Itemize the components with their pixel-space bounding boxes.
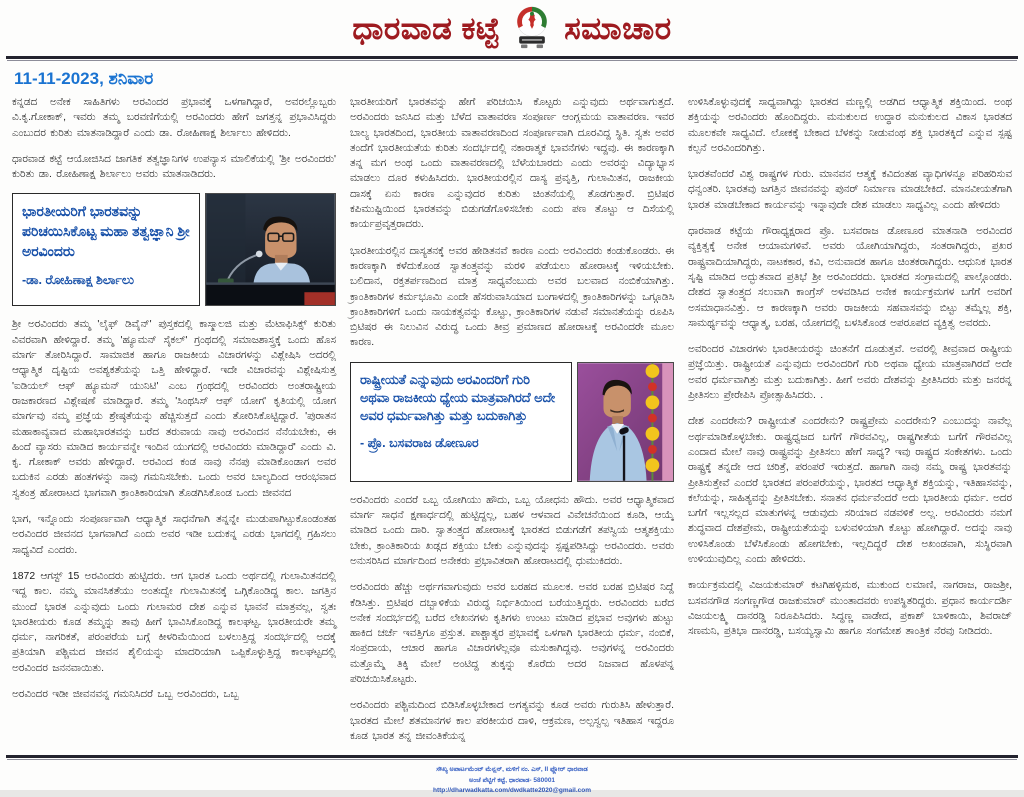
paragraph: ಅರವಿಂದರು ಎಂದರೆ ಒಬ್ಬ ಯೋಗಿಯು ಹೌದು, ಒಬ್ಬ ಯೋಧನು ಹೌದು. ಅವರ ಆಧ್ಯಾತ್ಮಿಕವಾದ ಮಾರ್ಗ ಸಾಧನೆ ಕ್ಷಣಾರ್ಧದಲ್ಲಿ ಹುಟ್ಟಿದ್ದಲ್ಲ, ಬಹಳ ಆಳವಾದ ವಿವೇಚನೆಯಿಂದ ಕೂಡಿ, ಆಯ್ಕೆ ಮಾಡಿದ ಒಂದು ದಾರಿ. ಸ್ವಾತಂತ್ರ್ಯದ ಹೋರಾಟಕ್ಕೆ ಭಾರತದ ಬಿಡುಗಡೆಗೆ ತಪಸ್ವಿಯ ಆತ್ಮಶಕ್ತಿಯು ಬೇಕು, ಕ್ರಾಂತಿಕಾರಿಯ ಖಡ್ಗದ ಶಕ್ತಿಯು ಬೇಕು ಎನ್ನುವುದನ್ನು ಸ್ಪಷ್ಟಪಡಿಸಿದ್ದು ಅರವಿಂದರು. ಅವರು ಅನುಸರಿಸಿದ ಮಾರ್ಗದಿಂದ ಅನೇಕರು ಪ್ರಭಾವಿತರಾಗಿ ಹೋರಾಟದಲ್ಲಿ ಧುಮುಕಿದರು. <box>350 494 674 567</box>
column-2 <box>350 95 674 755</box>
pull-quote-attribution: - ಪ್ರೊ. ಬಸವರಾಜ ಡೋಣೂರ <box>360 436 479 451</box>
article-body <box>0 91 1024 753</box>
paragraph: ಕನ್ನಡದ ಅನೇಕ ಸಾಹಿತಿಗಳು ಅರವಿಂದರ ಪ್ರಭಾವಕ್ಕೆ ಒಳಗಾಗಿದ್ದಾರೆ, ಅವರಲ್ಲೊಬ್ಬರು ವಿ.ಕೃ.ಗೋಕಾಕ್, ಇವರು ತಮ್ಮ ಬರವಣಿಗೆಯಲ್ಲಿ ಅರವಿಂದರು ಹೇಗೆ ಜಗತ್ತನ್ನ ಪ್ರಭಾವಿಸಿದ್ದರು ಎಂಬುದರ ಕುರಿತು ಮಾತನಾಡಿದ್ದಾರೆ ಎಂದು ಡಾ. ರೋಹಿಣಾಕ್ಷ ಶಿರ್ಲಾಲು ಹೇಳಿದರು. <box>12 97 336 139</box>
paragraph: ಧಾರವಾಡ ಕಟ್ಟೆಯ ಗೌರಾಧ್ಯಕ್ಷರಾದ ಪ್ರೊ. ಬಸವರಾಜ ಡೋಣೂರ ಮಾತನಾಡಿ ಅರವಿಂದರ ವ್ಯಕ್ತಿತ್ವಕ್ಕೆ ಅನೇಕ ಆಯಾಮಗಳಿವೆ. ಅವರು ಯೋಗಿಯಾಗಿದ್ದರು, ಸಂತರಾಗಿದ್ದರು, ಪ್ರಖರ ರಾಷ್ಟ್ರವಾದಿಯಾಗಿದ್ದರು, ನಾಟಕಕಾರ, ಕವಿ, ಅನುವಾದಕ ಹಾಗೂ ಚಿಂತಕರಾಗಿದ್ದರು. ಆಧುನಿಕ ಭಾರತ ಸೃಷ್ಟಿ ಮಾಡಿದ ಅದ್ಭುತವಾದ ಪ್ರತಿಭೆ ಶ್ರೀ ಅರವಿಂದರದು. ಭಾರತದ ಸಂಗ್ರಾಮದಲ್ಲಿ ಪಾಲ್ಗೊಂಡರು. ದೇಶದ ಸ್ವಾತಂತ್ರ್ಯದ ಸಲುವಾಗಿ ಕಾಂಗ್ರೆಸ್ ಅಳವಡಿಸಿದ ಅನೇಕ ಕಾರ್ಯಕ್ರಮಗಳ ಬಗೆಗೆ ಅವರಿಗೆ ಅಸಮಾಧಾನವಿತ್ತು. ಆ ಕಾರಣಕ್ಕಾಗಿ ಅವರು ರಾಜಕೀಯ ಸಹವಾಸವನ್ನು ಬಿಟ್ಟು ತಮ್ಮೆಲ್ಲ ಶಕ್ತಿ, ಸಾಮರ್ಥ್ಯವನ್ನು ಆಧ್ಯಾತ್ಮ, ಬರಹ, ಯೋಗದಲ್ಲಿ ಬಳಸಿಕೊಂಡ ಅಪರೂಪದ ವ್ಯಕ್ತಿತ್ವ ಅವರದು. <box>688 226 1012 329</box>
paragraph: ಅರವಿಂದರ ಇಡೀ ಜೀವನವನ್ನ ಗಮನಿಸಿದರೆ ಒಬ್ಬ ಅರವಿಂದರು, ಒಬ್ಬ <box>12 689 239 701</box>
pull-quote-text: ರಾಷ್ಟ್ರೀಯತೆ ಎನ್ನುವುದು ಅರವಿಂದರಿಗೆ ಗುರಿ ಅಥವಾ ರಾಜಕೀಯ ಧ್ಯೇಯ ಮಾತ್ರವಾಗಿರದೆ ಅದೇ ಅವರ ಧರ್ಮವಾಗಿತ್ತು ಮತ್ತು ಬದುಕಾಗಿತ್ತು <box>360 371 556 423</box>
column-3 <box>688 95 1012 755</box>
speaker-photo-donur <box>577 362 674 482</box>
paragraph: ದೇಶ ಎಂದರೇನು? ರಾಷ್ಟ್ರೀಯತೆ ಎಂದರೇನು? ರಾಷ್ಟ್ರಪ್ರೇಮ ಎಂದರೇನು? ಎಂಬುದನ್ನು ನಾವೆಲ್ಲ ಅರ್ಥಮಾಡಿಕೊಳ್ಳಬೇಕು. ರಾಷ್ಟ್ರಧ್ವಜದ ಬಗೆಗೆ ಗೌರವವಿಲ್ಲ, ರಾಷ್ಟ್ರಗೀತೆಯ ಬಗೆಗೆ ಗೌರವವಿಲ್ಲ ಎಂದಾದ ಮೇಲೆ ನಾವು ರಾಷ್ಟ್ರವನ್ನು ಪ್ರೀತಿಸಲು ಹೇಗೆ ಸಾಧ್ಯ? ಇವು ರಾಷ್ಟ್ರದ ಸಂಕೇತಗಳು. ಒಂದು ರಾಷ್ಟ್ರಕ್ಕೆ ತನ್ನದೇ ಆದ ಚರಿತ್ರೆ, ಪರಂಪರೆ ಇರುತ್ತದೆ. ಹಾಗಾಗಿ ನಾವು ನಮ್ಮ ರಾಷ್ಟ್ರ ಭಾರತವನ್ನು ಪ್ರೀತಿಸುತ್ತೇವೆ ಎಂದರೆ ಭಾರತದ ಪರಂಪರೆಯನ್ನು, ಭಾರತದ ಆಧ್ಯಾತ್ಮಿಕ ಶಕ್ತಿಯನ್ನು, ಇತಿಹಾಸವನ್ನು, ಕಲೆಯನ್ನು, ಸಾಹಿತ್ಯವನ್ನು ಪ್ರೀತಿಸಬೇಕು. ಸನಾತನ ಧರ್ಮವೆಂದರೆ ಅದು ಭಾರತೀಯ ಧರ್ಮ. ಅದರ ಬಗೆಗೆ ಇಲ್ಲಸಲ್ಲದ ಮಾತುಗಳನ್ನ ಆಡುವುದು ಸರಿಯಾದ ನಡವಳಿಕೆ ಅಲ್ಲ. ಅರವಿಂದರು ನಮಗೆ ಶುದ್ಧವಾದ ದೇಶಪ್ರೇಮ, ರಾಷ್ಟ್ರೀಯತೆಯನ್ನು ಬಳುವಳಿಯಾಗಿ ಕೊಟ್ಟು ಹೋಗಿದ್ದಾರೆ. ಅದನ್ನು ನಾವು ಉಳಿಸಿಕೊಂಡು ಬೆಳೆಸಿಕೊಂಡು ಹೋಗಬೇಕು, ಇಲ್ಲದಿದ್ದರೆ ದೇಶ ಅಖಂಡವಾಗಿ, ಸುಸ್ಥಿರವಾಗಿ ಉಳಿಯುವುದಿಲ್ಲ ಎಂದು ಹೇಳಿದರು. <box>688 416 1012 566</box>
quote-photo-row-1 <box>12 193 336 306</box>
footer-address-line-2: ಅಂಚೆ ಪೆಟ್ಟಿಗೆ ಕಟ್ಟೆ, ಧಾರವಾಡ- 580001 <box>468 776 556 784</box>
paragraph: ಉಳಿಸಿಕೊಳ್ಳುವುದಕ್ಕೆ ಸಾಧ್ಯವಾಗಿದ್ದು ಭಾರತದ ಮಣ್ಣಲ್ಲಿ ಅಡಗಿದ ಆಧ್ಯಾತ್ಮಿಕ ಶಕ್ತಿಯಿಂದ. ಅಂಥ ಶಕ್ತಿಯನ್ನು ಅರವಿಂದರು ಹೊಂದಿದ್ದರು. ಮನುಕುಲದ ಉದ್ಧಾರ ಮನುಕುಲದ ವಿಕಾಸ ಭಾರತದ ಮೂಲಕವೇ ಸಾಧ್ಯವಿದೆ. ಲೋಕಕ್ಕೆ ಬೇಕಾದ ಬೆಳಕನ್ನು ನೀಡುವಂಥ ಶಕ್ತಿ ಭಾರತಕ್ಕಿದೆ ಎನ್ನುವ ಸ್ಪಷ್ಟ ಕಲ್ಪನೆ ಅರವಿಂದರಿಗಿತ್ತು. <box>688 97 1012 154</box>
column-1 <box>12 95 336 755</box>
masthead-title-right: ಸಮಾಚಾರ <box>564 10 672 46</box>
masthead <box>0 0 1024 56</box>
quote-photo-row-2 <box>350 362 674 482</box>
paragraph: ಧಾರವಾಡ ಕಟ್ಟೆ ಆಯೋಜಿಸಿದ ಜಾಗತಿಕ ತತ್ವಜ್ಞಾನಿಗಳ ಉಪನ್ಯಾಸ ಮಾಲಿಕೆಯಲ್ಲಿ 'ಶ್ರೀ ಅರವಿಂದರು' ಕುರಿತು ಡಾ. ರೋಹಿಣಾಕ್ಷ ಶಿರ್ಲಾಲು ಅವರು ಮಾತನಾಡಿದರು. <box>12 153 336 181</box>
paragraph: ಕಾರ್ಯಕ್ರಮದಲ್ಲಿ ವಿಜಯಕುಮಾರ್ ಕಟಗಿಹಳ್ಳಿಮಠ, ಮುಕುಂದ ಲಮಾಣಿ, ನಾಗರಾಜ, ರಾಜಶ್ರೀ, ಬಸವನಗೌಡ ಸಂಗಣ್ಣಗೌಡ ರಾಜಕುಮಾರ್ ಮುಂತಾದವರು ಉಪಸ್ಥಿತರಿದ್ದರು. ಪ್ರಧಾನ ಕಾರ್ಯದರ್ಶಿ ವಿಜಯಲಕ್ಷ್ಮಿ ದಾನರಡ್ಡಿ ನಿರೂಪಿಸಿದರು. ಸಿದ್ಧಣ್ಣ ವಾಡೇದ, ಪ್ರಕಾಶ್ ಬಾಳಿಕಾಯಿ, ಶಿವರಾಜ್ ಸಣಮನಿ, ಪ್ರತಿಭಾ ದಾನರಡ್ಡಿ, ಬಸಯ್ಯಸ್ವಾಮಿ ಹಾಗೂ ಸಂಗಮೇಶ ತಾಂತ್ರಿಕ ನೆರವು ನೀಡಿದರು. <box>688 580 1012 638</box>
footer-website-link[interactable]: http://dharwadkatta.com/dwdkatte2020@gmail.com <box>432 787 592 795</box>
paragraph: ಭಾಗ, ಇನ್ನೊಂದು ಸಂಪೂರ್ಣವಾಗಿ ಆಧ್ಯಾತ್ಮಿಕ ಸಾಧನೆಗಾಗಿ ತನ್ನನ್ನೇ ಮುಡುಪಾಗಿಟ್ಟುಕೊಂಡಂತಹ ಅರವಿಂದರ ಜೀವನದ ಭಾಗವಾಗಿದೆ ಎಂದು ಅವರ ಇಡೀ ಬದುಕನ್ನ ಎರಡು ಭಾಗದಲ್ಲಿ ಗ್ರಹಿಸಲು ಸಾಧ್ಯವಿದೆ ಎಂದರು. <box>12 514 336 556</box>
paragraph: ಅರವಿಂದರು ಹೆಚ್ಚು ಅರ್ಥಗವಾಗುವುದು ಅವರ ಬರಹದ ಮೂಲಕ. ಅವರ ಬರಹ ಬ್ರಿಟಿಷರ ನಿದ್ದೆ ಕೆಡಿಸಿತ್ತು. ಬ್ರಿಟಿಷರ ದಬ್ಬಾಳಿಕೆಯ ವಿರುದ್ಧ ನಿರ್ಭಿತಿಯಿಂದ ಬರೆಯುತ್ತಿದ್ದರು. ಅರವಿಂದರು ಬರೆದ ಅನೇಕ ಸಂದರ್ಭದಲ್ಲಿ ಬರೆದ ಲೇಖನಗಳು ಕೃತಿಗಳು ಉಂಟು ಮಾಡಿದ ಪ್ರಭಾವ ಅವುಗಳು ಹುಟ್ಟು ಹಾಕಿದ ಚರ್ಚೆ ಇವತ್ತಿಗೂ ಪ್ರಸ್ತುತ. ಪಾಶ್ಚಾತ್ಯರ ಪ್ರಭಾವಕ್ಕೆ ಒಳಗಾಗಿ ಭಾರತೀಯ ಧರ್ಮ, ನಂಬಿಕೆ, ಸಂಪ್ರದಾಯ, ಆಚಾರ ಹಾಗೂ ವಿಚಾರಗಳೆಲ್ಲವೂ ಮಸುಕಾಗಿದ್ದವು. ಅವುಗಳನ್ನ ಅರವಿಂದರು ಮತ್ತೊಮ್ಮೆ ತಿಕ್ಕಿ ಮೇಲೆ ಅಂಟಿದ್ದ ತುಕ್ಕನ್ನು ಕೊರೆದು ಅದರ ನಿಜವಾದ ಹೊಳಪನ್ನ ಪರಿಚಯಿಸಿಕೊಟ್ಟರು. <box>350 582 674 686</box>
footer <box>0 758 1024 797</box>
masthead-title-left: ಧಾರವಾಡ ಕಟ್ಟೆ <box>352 10 501 46</box>
paragraph: ಭಾರತೀಯರಿಗೆ ಭಾರತವನ್ನು ಹೇಗೆ ಪರಿಚಯಿಸಿ ಕೊಟ್ಟರು ಎನ್ನುವುದು ಅರ್ಥವಾಗುತ್ತದೆ. ಅರವಿಂದರು ಜನಿಸಿದ ಮತ್ತು ಬೆಳೆದ ವಾತಾವರಣ ಸಂಪೂರ್ಣ ಆಂಗ್ಲಮಯ ವಾತಾವರಣ. ಇವರ ಬಾಲ್ಯ ಭಾರತದಿಂದ, ಭಾರತೀಯ ವಾತಾವರಣದಿಂದ ಸಂಪೂರ್ಣವಾಗಿ ದೂರವಿದ್ದ ಸ್ಥಿತಿ. ಸ್ವತಃ ಅವರ ತಂದೆಗೆ ಭಾರತೀಯತೆಯ ಕುರಿತು ಸಂದರ್ಭದಲ್ಲಿ ನಕಾರಾತ್ಮಕ ಭಾವನೆಗಳು ಇದ್ದವು. ಈ ಕಾರಣಕ್ಕಾಗಿ ತನ್ನ ಮಗ ಅಂಥ ಒಂದು ವಾತಾವರಣದಲ್ಲಿ ಬೆಳೆಯಬಾರದು ಎಂದು ಅವರನ್ನು ವಿದ್ಯಾಭ್ಯಾಸ ಮಾಡಲು ದೂರ ಕಳುಹಿಸಿದರು. ಭಾರತೀಯರಲ್ಲಿನ ದಾಸ್ಯ ಪ್ರವೃತ್ತಿ, ಗುಲಾಮಿತನ, ರಾಜಕೀಯ ದಾಸಕ್ಕೆ ಏನು ಕಾರಣ ಎನ್ನುವುದರ ಕುರಿತು ಚಿಂತನೆಯಲ್ಲಿ ತೊಡಗುತ್ತಾರೆ. ಬ್ರಿಟಿಷರ ಕಪಿಮುಷ್ಟಿಯಿಂದ ಭಾರತವನ್ನು ಬಿಡುಗಡೆಗೊಳಿಸಬೇಕು ಎಂದು ಪಣ ತೊಟ್ಟು ಆ ದಿಸೆಯಲ್ಲಿ ಕಾರ್ಯಪ್ರವೃತ್ತರಾದರು. <box>350 97 674 231</box>
pull-quote-1 <box>12 193 200 306</box>
pull-quote-2 <box>350 362 572 482</box>
paragraph: ಅವರಿಂದರ ವಿಚಾರಗಳು ಭಾರತೀಯರನ್ನು ಚಿಂತನೆಗೆ ದೂಡುತ್ತವೆ. ಅವರಲ್ಲಿ ತೀವ್ರವಾದ ರಾಷ್ಟ್ರೀಯ ಪ್ರಜ್ಞೆಯಿತ್ತು. ರಾಷ್ಟ್ರೀಯತೆ ಎನ್ನುವುದು ಅರವಿಂದರಿಗೆ ಗುರಿ ಅಥವಾ ಧ್ಯೇಯ ಮಾತ್ರವಾಗಿರದೆ ಅದೇ ಅವರ ಧರ್ಮವಾಗಿತ್ತು ಮತ್ತು ಬದುಕಾಗಿತ್ತು. ಹೀಗೆ ಅವರು ದೇಶವನ್ನು ಪ್ರೀತಿಸಿದರು ಮತ್ತು ಜನರನ್ನ ಪ್ರೀತಿಸಲು ಪ್ರೇರೇಪಿಸಿ ಪ್ರೋತ್ಸಾಹಿಸಿದರು. . <box>688 344 1012 402</box>
dateline: 11-11-2023, ಶನಿವಾರ <box>14 69 154 88</box>
speaker-photo-shirlalu <box>205 193 336 306</box>
paragraph: ಶ್ರೀ ಅರವಿಂದರು ತಮ್ಮ 'ಲೈಫ್ ಡಿವೈನ್' ಪುಸ್ತಕದಲ್ಲಿ ಕಾಸ್ಮಾಲಜಿ ಮತ್ತು ಮೆಟಾಫಿಸಿಕ್ಸ್ ಕುರಿತು ವಿವರವಾಗಿ ಹೇಳಿದ್ದಾರೆ. ತಮ್ಮ 'ಹ್ಯೂಮನ್ ಸೈಕಲ್' ಗ್ರಂಥದಲ್ಲಿ ಸಮಾಜಶಾಸ್ತ್ರಕ್ಕೆ ಒಂದು ಹೊಸ ಮಾರ್ಗ ತೋರಿಸಿದ್ದಾರೆ. ಸಾಮಾಜಿಕ ಹಾಗೂ ರಾಜಕೀಯ ವಿಚಾರಗಳನ್ನು ವಿಶ್ಲೇಷಿಸಿ ಅದರಲ್ಲಿ ಆಧ್ಯಾತ್ಮಿಕ ದೃಷ್ಟಿಯ ಅವಶ್ಯಕತೆಯನ್ನು ಒತ್ತಿ ಹೇಳಿದ್ದಾರೆ. ಇದೇ ವಿಚಾರವನ್ನು ವಿಶ್ಲೇಷಿಸುತ್ತ 'ಐಡಿಯಲ್ ಆಫ್ ಹ್ಯೂಮನ್ ಯುನಿಟಿ' ಎಂಬ ಗ್ರಂಥದಲ್ಲಿ ಅರವಿಂದರು ಅಂತರಾಷ್ಟ್ರೀಯ ರಾಜಕಾರಣದ ವಿಶ್ಲೇಷಣೆ ಮಾಡಿದ್ದಾರೆ. ತಮ್ಮ 'ಸಿಂಥಸಿಸ್ ಆಫ್ ಯೋಗ' ಕೃತಿಯಲ್ಲಿ ಯೋಗ ಮಾರ್ಗವು ನಮ್ಮ ಪ್ರಜ್ಞೆಯ ಶ್ರೇಷ್ಠತೆಯನ್ನು ಹೆಚ್ಚಿಸುತ್ತದೆ ಎಂದು ತೋರಿಸಿಕೊಟ್ಟಿದ್ದಾರೆ. 'ಪುರಾತನ ಮಹಾಕಾವ್ಯವಾದ ಮಹಾಭಾರತವನ್ನು ಬರೆದ ತರುವಾಯ ನಾವು ಅರವಿಂದನ ನೆನೆಯಬೇಕು, ಈ ಹಿಂದೆ ವ್ಯಾಸರು ಮಾಡಿದ ಕಾರ್ಯವನ್ನೇ ಇಂದಿನ ಯುಗದಲ್ಲಿ ಅರವಿಂದರು ಮಾಡಿದ್ದಾರೆ' ಎಂದು ವಿ. ಕೃ. ಗೋಕಾಕ್ ಅವರು ಹೇಳಿದ್ದಾರೆ. ಅರವಿಂದ ಕಂಡ ನಾವು ನೆನಪು ಮಾಡಿಕೊಂಡಾಗ ಅವರ ಬದುಕಿನ ಎರಡು ಹಂತಗಳನ್ನು ನಾವು ಗಮನಿಸಬೇಕು. ಒಂದು ಅವರ ಬಾಲ್ಯದಿಂದ ಆರಂಭವಾದ ಸ್ವತಂತ್ರ ಹೋರಾಟದ ಭಾಗವಾಗಿ ಕ್ರಾಂತಿಕಾರಿಯಾಗಿ ತೊಡಗಿಸಿಕೊಂಡ ಒಂದು ಜೀವನದ <box>12 319 336 499</box>
paragraph: ಭಾರತವೆಂದರೆ ವಿಶ್ವ ರಾಷ್ಟ್ರಗಳ ಗುರು. ಮಾನವನ ಆತ್ಮಕ್ಕೆ ಕವಿದಂತಹ ವ್ಯಾಧಿಗಳನ್ನೂ ಪರಿಹರಿಸುವ ಧನ್ವಂತರಿ. ಭಾರತವು ಜಗತ್ತಿನ ಜೀವನವನ್ನು ಪುನರ್ ನಿರ್ಮಾಣ ಮಾಡಬೇಕಿದೆ. ಮಾನವೀಯತೆಗಾಗಿ ಭಾರತ ಮಾಡಬೇಕಾದ ಕಾರ್ಯವನ್ನು ಇನ್ನಾವುದೇ ದೇಶ ಮಾಡಲು ಸಾಧ್ಯವಿಲ್ಲ ಎಂದು ಹೇಳಿದರು <box>688 169 1012 211</box>
paragraph: 1872 ಆಗಸ್ಟ್ 15 ಅರವಿಂದರು ಹುಟ್ಟಿದರು. ಆಗ ಭಾರತ ಒಂದು ಅರ್ಥದಲ್ಲಿ ಗುಲಾಮಿತನದಲ್ಲಿ ಇದ್ದ ಕಾಲ. ನಮ್ಮ ಮಾನಸಿಕತೆಯು ಅಂತಃದ್ವೇ ಗುಲಾಮಿತನಕ್ಕೆ ಒಗ್ಗಿಕೊಂಡಿದ್ದ ಕಾಲ. ಜಗತ್ತಿನ ಮುಂದೆ ಭಾರತ ಎನ್ನುವುದು ಒಂದು ಗುಲಾಮರ ದೇಶ ಎನ್ನುವ ಭಾವನೆ ಮಾತ್ರವಲ್ಲ, ಸ್ವತಃ ಭಾರತೀಯರು ಕೂಡ ತಮ್ಮನ್ನು ತಾವು ಹೀಗೆ ಭಾವಿಸಿಕೊಂಡಿದ್ದ ಕಾಲಘಟ್ಟ. ಭಾರತೀಯರೇ ತಮ್ಮ ಧರ್ಮ, ನಾಗರಿಕತೆ, ಪರಂಪರೆಯ ಬಗ್ಗೆ ಕೀಳರಿಮೆಯಿಂದ ಬಳಲುತ್ತಿದ್ದ ಸಂದರ್ಭದಲ್ಲಿ ಅದಕ್ಕೆ ಪ್ರತಿಯಾಗಿ ಪಶ್ಚಿಮದ ಜೀವನ ಶೈಲಿಯನ್ನು ಮಾದರಿಯಾಗಿ ಒಪ್ಪಿಕೊಳ್ಳುತ್ತಿದ್ದ ಕಾಲಘಟ್ಟದಲ್ಲಿ ಅರವಿಂದರ ಜನನವಾಯಿತು. <box>12 570 336 674</box>
footer-address-line-1: ಸೌಖ್ಯ ಅಪಾರ್ಟಮೆಂಟ್ ಮೆನ್ಷನ್, ಮಳಿಗೆ ನಂ. ಎಸ್, II ಫ್ಲೋರ್ ಧಾರವಾಡ <box>436 766 588 773</box>
masthead-logo-icon <box>510 3 554 53</box>
pull-quote-text: ಭಾರತೀಯರಿಗೆ ಭಾರತವನ್ನು ಪರಿಚಯಿಸಿಕೊಟ್ಟ ಮಹಾ ತತ್ವಜ್ಞಾನಿ ಶ್ರೀ ಅರವಿಂದರು <box>22 203 190 259</box>
pull-quote-attribution: -ಡಾ. ರೋಹಿಣಾಕ್ಷ ಶಿರ್ಲಾಲು <box>22 273 134 288</box>
paragraph: ಅರವಿಂದರು ಪಶ್ಚಿಮದಿಂದ ಬಿಡಿಸಿಕೊಳ್ಳಬೇಕಾದ ಅಗತ್ಯವನ್ನು ಕೂಡ ಅವರು ಗುರುತಿಸಿ ಹೇಳುತ್ತಾರೆ. ಭಾರತದ ಮೇಲೆ ಶತಮಾನಗಳ ಕಾಲ ಪರಕೀಯರ ದಾಳಿ, ಆಕ್ರಮಣ, ಅಲ್ಪಸ್ವಲ್ಪ ಇತಿಹಾಸ ಇದ್ದರೂ ಕೂಡ ಭಾರತ ತನ್ನ ಜೀವಂತಿಕೆಯನ್ನ <box>350 700 674 742</box>
paragraph: ಭಾರತೀಯರಲ್ಲಿನ ದಾಸ್ಯತನಕ್ಕೆ ಅವರ ಹೇಡಿತನವೆ ಕಾರಣ ಎಂದು ಅರವಿಂದರು ಕಂಡುಕೊಂಡರು. ಈ ಕಾರಣಕ್ಕಾಗಿ ಕಳೆದುಕೊಂಡ ಸ್ವಾತಂತ್ರ್ಯವನ್ನು ಮರಳಿ ಪಡೆಯಲು ಹೋರಾಟಕ್ಕೆ ಇಳಿಯಬೇಕು. ಬಲಿದಾನ, ರಕ್ತತರ್ಪಣದಿಂದ ಮಾತ್ರ ಸಾಧ್ಯವೆಂಬುದು ಅವರ ಬಲವಾದ ನಂಬಿಕೆಯಾಗಿತ್ತು. ಕ್ರಾಂತಿಕಾರಿಗಳ ಕರ್ಮಭೂಮಿ ಎಂದೇ ಹೆಸರುವಾಸಿಯಾದ ಬಂಗಾಳದಲ್ಲಿ ಕ್ರಾಂತಿಕಾರಿಗಳನ್ನು ಒಗ್ಗೂಡಿಸಿ ಕ್ರಾಂತಿಕಾರಿಗಳಿಗೆ ಒಂದು ನಾಯಕತ್ವವನ್ನು ಕೊಟ್ಟು, ಕ್ರಾಂತಿಕಾರಿಗಳ ನಡುವೆ ಸಮಾನತೆಯನ್ನು ರೂಪಿಸಿ ಬ್ರಿಟಿಷರ ಈ ನಿಲುವಿನ ವಿರುದ್ಧ ಒಂದು ತೀವ್ರ ಪ್ರಮಾಣದ ಹೋರಾಟಕ್ಕೆ ಅರವಿಂದರೇ ಮೂಲ ಕಾರಣ. <box>350 245 674 349</box>
